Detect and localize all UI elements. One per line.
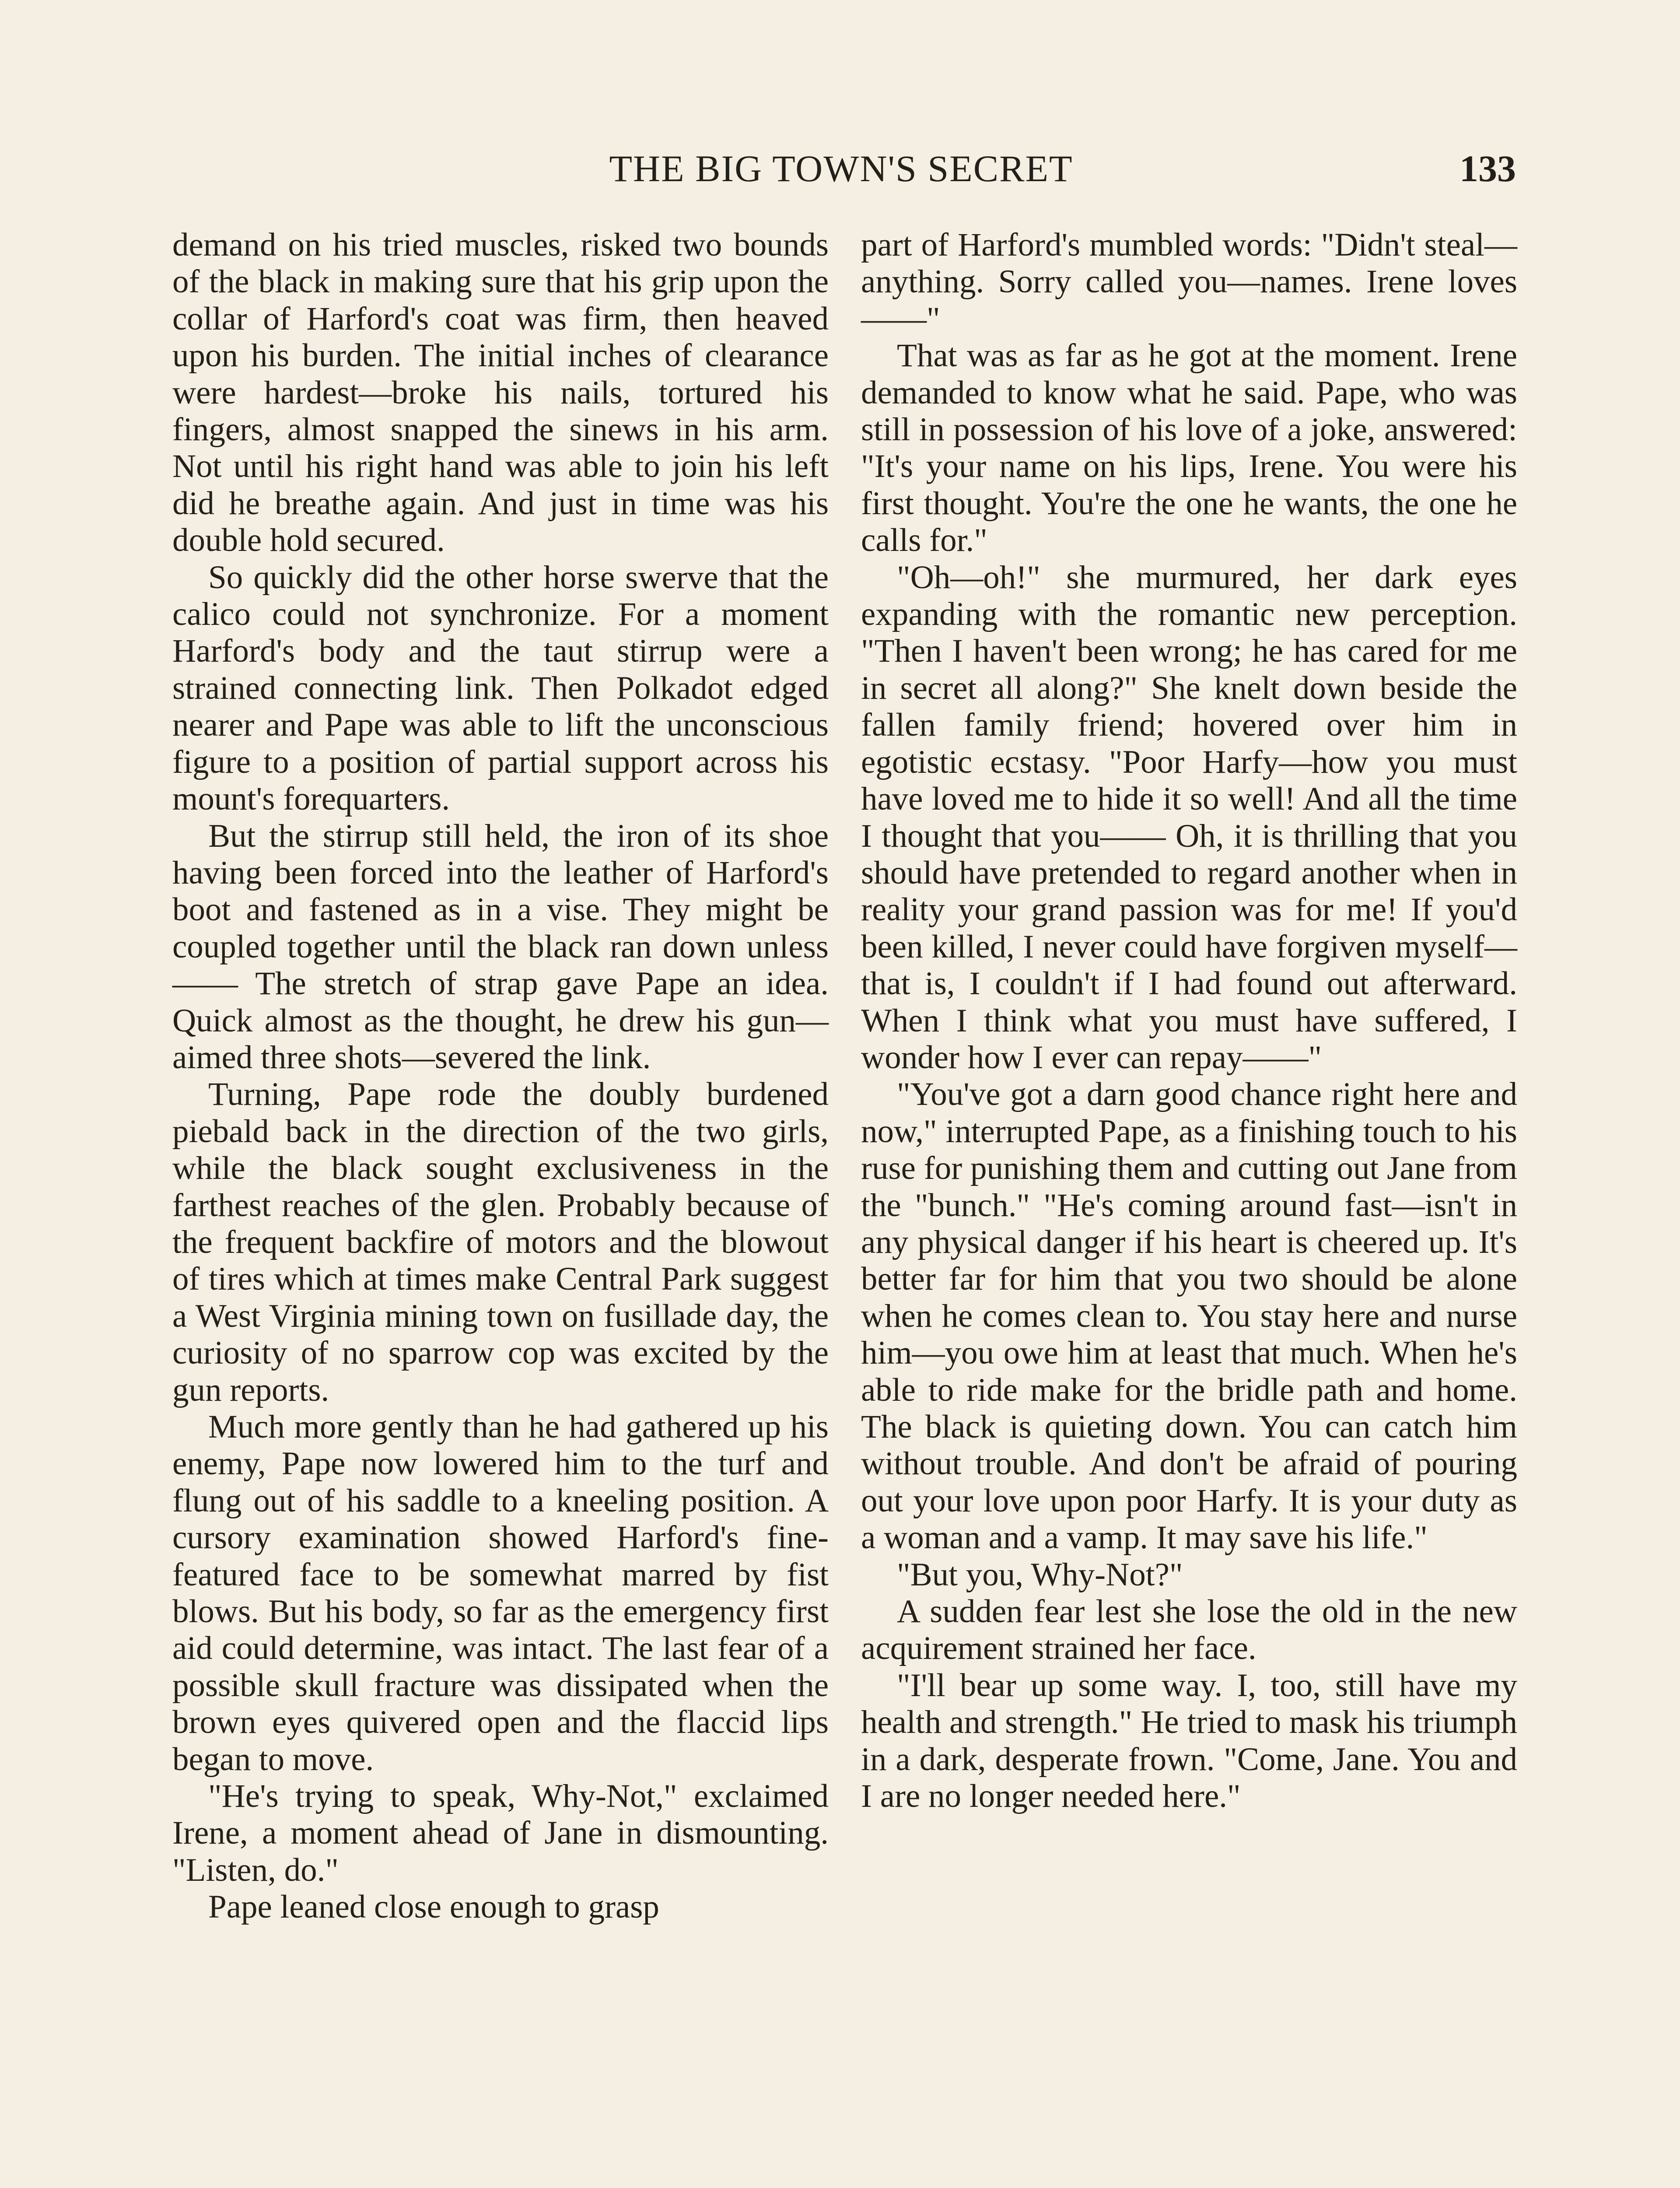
- paragraph: Much more gently than he had gathered up his enemy, Pape now lowered him to the turf and flung out of his saddle to a kneeling position. A cursory examination showed Harford's fine-featured face to be somewhat marred by fist blows. But his body, so far as the emergency first aid could determine, was intact. The last fear of a possible skull fracture was dissipated when the brown eyes quivered open and the flaccid lips began to move.: [172, 1409, 829, 1778]
- paragraph: A sudden fear lest she lose the old in the new acquirement strained her face.: [861, 1593, 1517, 1667]
- left-column: [172, 227, 829, 1926]
- paragraph: "I'll bear up some way. I, too, still have my health and strength." He tried to mask his triumph in a dark, desperate frown. "Come, Jane. You and I are no longer needed here.": [861, 1667, 1517, 1815]
- paragraph: "You've got a darn good chance right here and now," interrupted Pape, as a finishing touch to his ruse for punishing them and cutting out Jane from the "bunch." "He's coming around fast—isn't in any physical danger if his heart is cheered up. It's better far for him that you two should be alone when he comes clean to. You stay here and nurse him—you owe him at least that much. When he's able to ride make for the bridle path and home. The black is quieting down. You can catch him without trouble. And don't be afraid of pouring out your love upon poor Harfy. It is your duty as a woman and a vamp. It may save his life.": [861, 1076, 1517, 1556]
- page-header: [166, 142, 1516, 195]
- right-column: [861, 227, 1517, 1815]
- paragraph: Turning, Pape rode the doubly burdened piebald back in the direction of the two girls, while the black sought exclusiveness in the farthest reaches of the glen. Probably because of the frequent backfire of motors and the blowout of tires which at times make Central Park suggest a West Virginia mining town on fusillade day, the curiosity of no sparrow cop was excited by the gun reports.: [172, 1076, 829, 1408]
- paragraph: Pape leaned close enough to grasp: [208, 1889, 659, 1925]
- paragraph: So quickly did the other horse swerve that the calico could not synchronize. For a moment Harford's body and the taut stirrup were a strained connecting link. Then Polkadot edged nearer and Pape was able to lift the unconscious figure to a position of partial support across his mount's forequarters.: [172, 559, 829, 817]
- paragraph: "Oh—oh!" she murmured, her dark eyes expanding with the romantic new perception. "Then I haven't been wrong; he has cared for me in secret all along?" She knelt down beside the fallen family friend; hovered over him in egotistic ecstasy. "Poor Harfy—how you must have loved me to hide it so well! And all the time I thought that you—— Oh, it is thrilling that you should have pretended to regard another when in reality your grand passion was for me! If you'd been killed, I never could have forgiven myself—that is, I couldn't if I had found out afterward. When I think what you must have suffered, I wonder how I ever can repay——": [861, 559, 1517, 1076]
- paragraph: "He's trying to speak, Why-Not," exclaimed Irene, a moment ahead of Jane in dismounting. "Listen, do.": [172, 1778, 829, 1888]
- paragraph: part of Harford's mumbled words: "Didn't steal—anything. Sorry called you—names. Irene loves——": [861, 227, 1517, 337]
- paragraph: "But you, Why-Not?": [897, 1556, 1183, 1593]
- paragraph: demand on his tried muscles, risked two bounds of the black in making sure that his grip upon the collar of Harford's coat was firm, then heaved upon his burden. The initial inches of clearance were hardest—broke his nails, tortured his fingers, almost snapped the sinews in his arm. Not until his right hand was able to join his left did he breathe again. And just in time was his double hold secured.: [172, 227, 829, 559]
- running-head: THE BIG TOWN'S SECRET: [609, 147, 1073, 189]
- page-number: 133: [1460, 147, 1516, 189]
- paragraph: But the stirrup still held, the iron of its shoe having been forced into the leather of Harford's boot and fastened as in a vise. They might be coupled together until the black ran down unless—— The stretch of strap gave Pape an idea. Quick almost as the thought, he drew his gun—aimed three shots—severed the link.: [172, 817, 829, 1076]
- paragraph: That was as far as he got at the moment. Irene demanded to know what he said. Pape, who was still in possession of his love of a joke, answered: "It's your name on his lips, Irene. You were his first thought. You're the one he wants, the one he calls for.": [861, 337, 1517, 559]
